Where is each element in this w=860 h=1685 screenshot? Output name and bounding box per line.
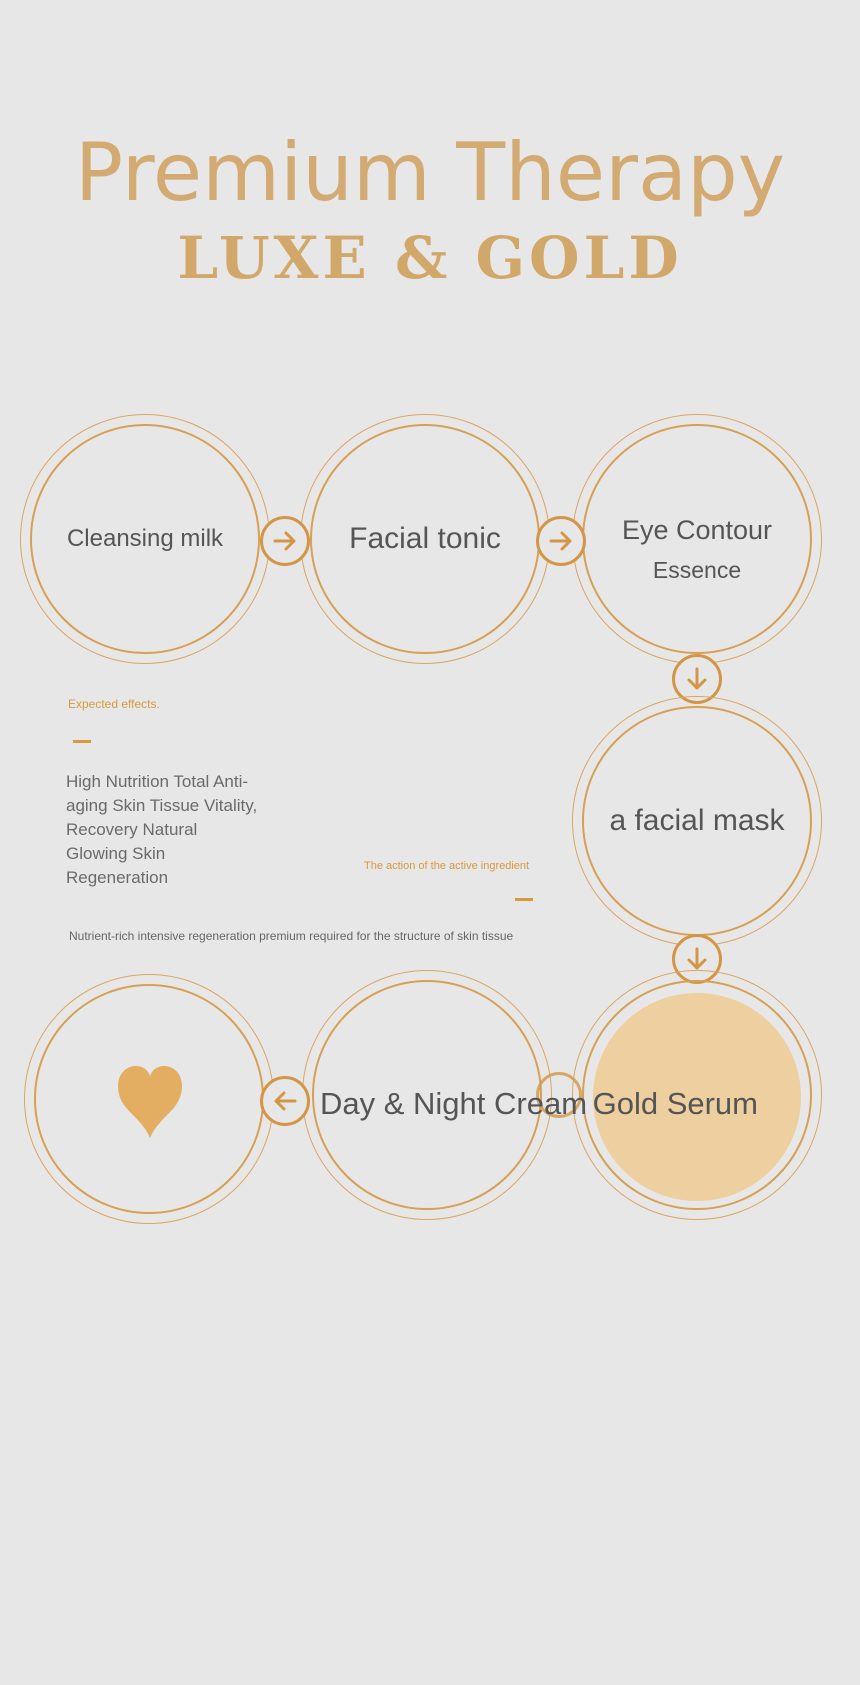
effects-description: High Nutrition Total Anti-aging Skin Tissue Vitality, Recovery Natural Glowing Skin Regeneration (66, 772, 258, 887)
arrow-left-icon (260, 1076, 310, 1126)
arrow-right-icon (260, 516, 310, 566)
arrow-right-icon (536, 516, 586, 566)
ingredient-divider (515, 898, 533, 901)
effects-heading: Expected effects. (68, 697, 160, 711)
heart-icon (118, 1066, 182, 1138)
effects-divider (73, 740, 91, 743)
step-label: Facial tonic (349, 522, 501, 555)
step-cleansing (20, 414, 270, 664)
page-title: Premium Therapy (74, 126, 786, 219)
step-tonic (300, 414, 550, 664)
step-heart (24, 974, 274, 1224)
step-eye-contour (572, 414, 822, 664)
cream-label: Day & Night Cream (320, 1086, 588, 1121)
ingredient-heading: The action of the active ingredient (364, 860, 530, 872)
step-label-line1: Eye Contour (621, 514, 773, 545)
structure-note: Nutrient-rich intensive regeneration premium required for the structure of skin tissue (69, 929, 514, 943)
page-subtitle: LUXE & GOLD (177, 224, 683, 292)
serum-label: Gold Serum (592, 1086, 758, 1121)
step-label: a facial mask (609, 804, 785, 837)
step-mask (572, 696, 822, 946)
step-label-line2: Essence (652, 556, 742, 583)
step-label: Cleansing milk (66, 525, 224, 552)
